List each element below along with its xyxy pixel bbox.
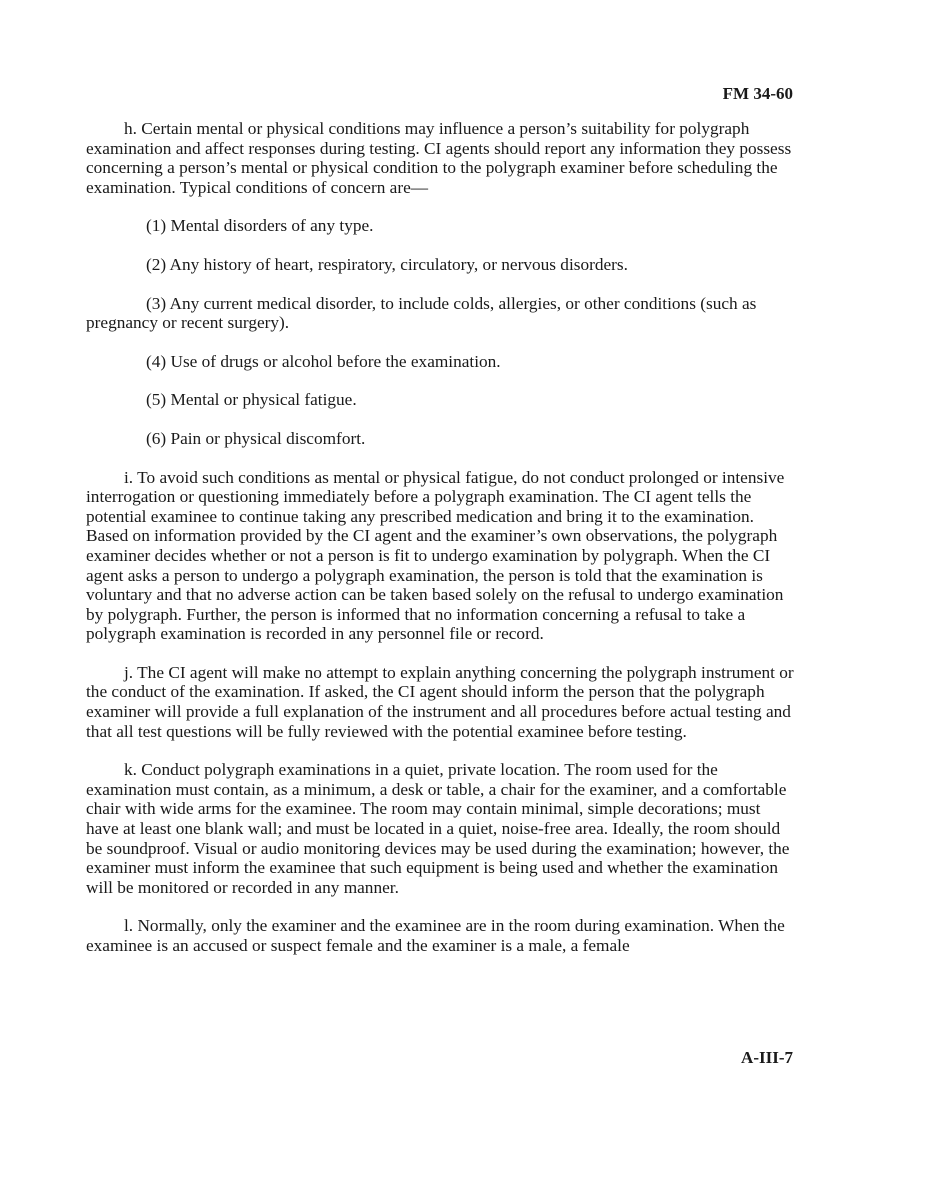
document-body: [86, 119, 796, 956]
list-item-2: (2) Any history of heart, respiratory, circulatory, or nervous disorders.: [146, 254, 628, 274]
page-number-footer: A-III-7: [741, 1048, 793, 1067]
list-item-4: (4) Use of drugs or alcohol before the examination.: [146, 351, 501, 371]
list-item-6: (6) Pain or physical discomfort.: [146, 428, 366, 448]
paragraph-i: i. To avoid such conditions as mental or physical fatigue, do not conduct prolonged or intensive interrogation or questioning immediately before a polygraph examination. The CI agent tells the potential examinee to continue taking any prescribed medication and bring it to the examination. Based on information provided by the CI agent and the examiner’s own observations, the polygraph examiner decides whether or not a person is fit to undergo examination by polygraph. When the CI agent asks a person to undergo a polygraph examination, the person is told that the examination is voluntary and that no adverse action can be taken based solely on the refusal to undergo examination by polygraph. Further, the person is informed that no information concerning a refusal to take a polygraph examination is recorded in any personnel file or record.: [86, 467, 785, 644]
paragraph-h: h. Certain mental or physical conditions may influence a person’s suitability for polygraph examination and affect responses during testing. CI agents should report any information they possess concerning a person’s mental or physical condition to the polygraph examiner before scheduling the examination. Typical conditions of concern are—: [86, 119, 792, 197]
list-item-3: (3) Any current medical disorder, to include colds, allergies, or other conditions (such as pregnancy or recent surgery).: [86, 293, 757, 333]
paragraph-l: l. Normally, only the examiner and the examinee are in the room during examination. When the examinee is an accused or suspect female and the examiner is a male, a female: [86, 916, 785, 955]
list-item-1: (1) Mental disorders of any type.: [146, 216, 374, 236]
paragraph-k: k. Conduct polygraph examinations in a quiet, private location. The room used for the examination must contain, as a minimum, a desk or table, a chair for the examiner, and a comfortable chair with wide arms for the examinee. The room may contain minimal, simple decorations; must have at least one blank wall; and must be located in a quiet, noise-free area. Ideally, the room should be soundproof. Visual or audio monitoring devices may be used during the examination; however, the examiner must inform the examinee that such equipment is being used and whether the examination will be monitored or recorded in any manner.: [86, 760, 790, 897]
list-item-5: (5) Mental or physical fatigue.: [146, 390, 357, 410]
document-id-header: FM 34-60: [722, 84, 793, 103]
paragraph-j: j. The CI agent will make no attempt to explain anything concerning the polygraph instrument or the conduct of the examination. If asked, the CI agent should inform the person that the polygraph examiner will provide a full explanation of the instrument and all procedures before actual testing and that all test questions will be fully reviewed with the potential examinee before testing.: [86, 662, 794, 741]
